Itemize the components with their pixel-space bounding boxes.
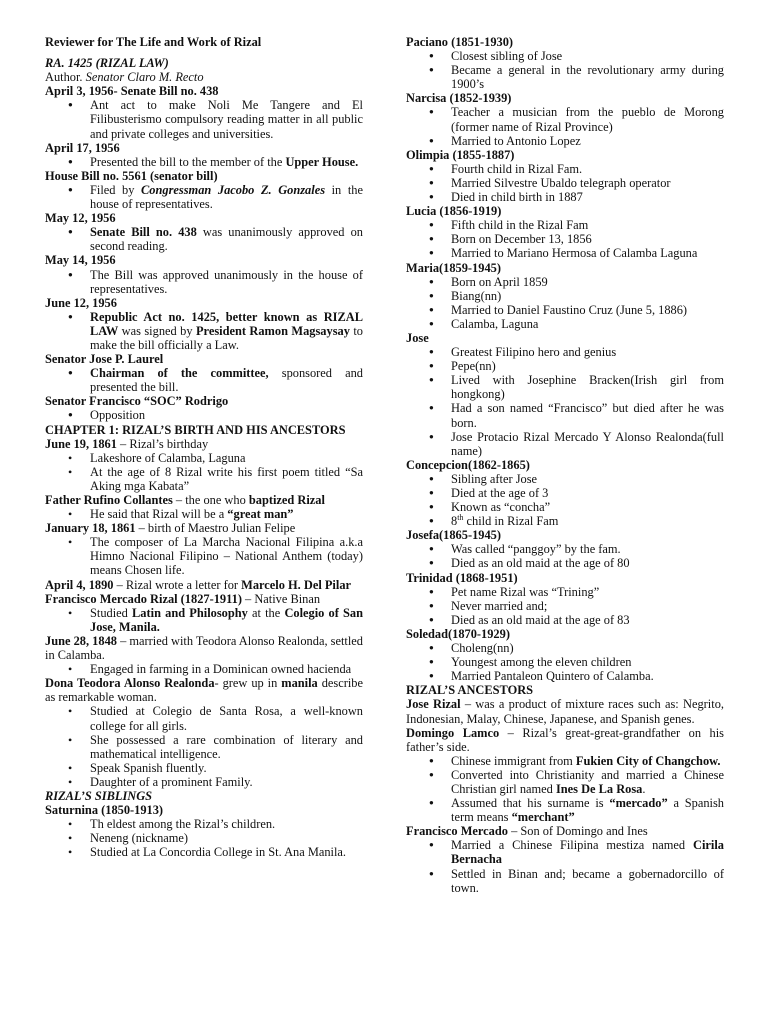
trinidad-list [406,585,724,627]
soledad-list [406,641,724,683]
list-item: ● Married Silvestre Ubaldo telegraph operator [406,176,724,190]
collantes-list [45,507,363,521]
list-item: • At the age of 8 Rizal write his first poem titled “Sa Aking mga Kabata” [45,465,363,493]
left-column [45,35,363,859]
list-item: • Studied Latin and Philosophy at the Colegio of San Jose, Manila. [45,606,363,634]
apr17-list [45,155,363,169]
house-bill-list [45,183,363,211]
jan18-heading: January 18, 1861 – birth of Maestro Julian Felipe [45,521,296,536]
list-item: ● Calamba, Laguna [406,317,724,331]
teodora-heading: Dona Teodora Alonso Realonda- grew up in manila describe as remarkable woman. [45,676,363,705]
lucia-heading: Lucia (1856-1919) [406,204,502,219]
may14-list [45,268,363,296]
list-item: ● Married to Antonio Lopez [406,134,724,148]
jose-list [406,345,724,458]
rodrigo-heading: Senator Francisco “SOC” Rodrigo [45,394,229,409]
jun19-list [45,451,363,493]
list-item: ● Converted into Christianity and married a Chinese Christian girl named Ines De La Rosa. [406,768,724,796]
collantes-heading: Father Rufino Collantes – the one who baptized Rizal [45,493,325,507]
list-item: ● Republic Act no. 1425, better known as RIZAL LAW was signed by President Ramon Magsaysay to make the bill officially a Law. [45,310,363,352]
list-item: • Studied at La Concordia College in St. Ana Manila. [45,845,363,859]
list-item: • Engaged in farming in a Dominican owned hacienda [45,662,363,676]
right-column [406,35,724,895]
list-item: ● The Bill was approved unanimously in the house of representatives. [45,268,363,296]
olimpia-heading: Olimpia (1855-1887) [406,147,515,162]
jun28-list [45,662,363,676]
list-item: ● Died as an old maid at the age of 80 [406,556,724,570]
list-item: • Daughter of a prominent Family. [45,775,363,789]
maria-list [406,275,724,331]
jose-heading: Jose [406,330,429,345]
list-item: ● Jose Protacio Rizal Mercado Y Alonso Realonda(full name) [406,430,724,458]
laurel-heading: Senator Jose P. Laurel [45,352,164,367]
law-author: Author. Senator Claro M. Recto [45,70,204,85]
domingo-lamco-paragraph: Domingo Lamco – Rizal’s great-great-grandfather on his father’s side. [406,725,725,754]
list-item: ● Married to Daniel Faustino Cruz (June 5, 1886) [406,303,724,317]
list-item: ● 8th child in Rizal Fam [406,514,724,528]
francisco-mercado-list [406,838,724,894]
josefa-heading: Josefa(1865-1945) [406,528,501,543]
francisco-mercado-paragraph: Francisco Mercado – Son of Domingo and Ines [406,824,648,839]
list-item: ● Choleng(nn) [406,641,724,655]
list-item: ● Was called “panggoy” by the fam. [406,542,724,556]
apr3-heading: April 3, 1956- Senate Bill no. 438 [45,84,219,99]
narcisa-heading: Narcisa (1852-1939) [406,91,512,106]
list-item: ● Died in child birth in 1887 [406,190,724,204]
list-item: ● Pepe(nn) [406,359,724,373]
paciano-list [406,49,724,91]
olimpia-list [406,162,724,204]
rodrigo-list [45,408,363,422]
francisco-list [45,606,363,634]
jun19-heading: June 19, 1861 – Rizal’s birthday [45,436,209,451]
list-item: ● Chinese immigrant from Fukien City of Changchow. [406,754,724,768]
list-item: ● Filed by Congressman Jacobo Z. Gonzales in the house of representatives. [45,183,363,211]
list-item: ● Fifth child in the Rizal Fam [406,218,724,232]
apr17-heading: April 17, 1956 [45,140,120,155]
list-item: ● Greatest Filipino hero and genius [406,345,724,359]
laurel-list [45,366,363,394]
maria-heading: Maria(1859-1945) [406,260,501,275]
list-item: ● Married Pantaleon Quintero of Calamba. [406,669,724,683]
francisco-heading: Francisco Mercado Rizal (1827-1911) – Native Binan [45,591,321,606]
list-item: ● Died as an old maid at the age of 83 [406,613,724,627]
list-item: • Speak Spanish fluently. [45,761,363,775]
list-item: ● Settled in Binan and; became a gobernadorcillo of town. [406,867,724,895]
list-item: ● Died at the age of 3 [406,486,724,500]
lucia-list [406,218,724,260]
may12-heading: May 12, 1956 [45,211,116,226]
apr4-heading: April 4, 1890 – Rizal wrote a letter for Marcelo H. Del Pilar [45,577,352,592]
list-item: ● Married a Chinese Filipina mestiza named Cirila Bernacha [406,838,724,866]
may12-list [45,225,363,253]
list-item: ● Had a son named “Francisco” but died after he was born. [406,401,724,429]
may14-heading: May 14, 1956 [45,253,116,268]
document-title: Reviewer for The Life and Work of Rizal [45,35,262,49]
ancestors-heading: RIZAL’S ANCESTORS [406,683,534,698]
list-item: ● Presented the bill to the member of the Upper House. [45,155,363,169]
jun12-list [45,310,363,352]
apr3-list [45,98,363,140]
teodora-list [45,704,363,789]
list-item: ● Never married and; [406,599,724,613]
list-item: ● Youngest among the eleven children [406,655,724,669]
list-item: ● Sibling after Jose [406,472,724,486]
paciano-heading: Paciano (1851-1930) [406,35,514,49]
list-item: • Th eldest among the Rizal’s children. [45,817,363,831]
saturnina-heading: Saturnina (1850-1913) [45,803,164,818]
list-item: ● Became a general in the revolutionary army during 1900’s [406,63,724,91]
list-item: ● Ant act to make Noli Me Tangere and El Filibusterismo compulsory reading matter in all public and private colleges and universities. [45,98,363,140]
list-item: ● Closest sibling of Jose [406,49,724,63]
list-item: ● Known as “concha” [406,500,724,514]
list-item: • The composer of La Marcha Nacional Filipina a.k.a Himno Nacional Filipino – National Anthem (today) means Chosen life. [45,535,363,577]
list-item: ● Teacher a musician from the pueblo de Morong (former name of Rizal Province) [406,105,724,133]
list-item: ● Senate Bill no. 438 was unanimously approved on second reading. [45,225,363,253]
jan18-list [45,535,363,577]
list-item: ● Chairman of the committee, sponsored and presented the bill. [45,366,363,394]
house-bill-heading: House Bill no. 5561 (senator bill) [45,168,218,183]
jun28-heading: June 28, 1848 – married with Teodora Alonso Realonda, settled in Calamba. [45,633,363,663]
list-item: ● Fourth child in Rizal Fam. [406,162,724,176]
list-item: ● Pet name Rizal was “Trining” [406,585,724,599]
list-item: ● Lived with Josephine Bracken(Irish girl from hongkong) [406,373,724,401]
list-item: ● Biang(nn) [406,289,724,303]
list-item: ● Married to Mariano Hermosa of Calamba Laguna [406,246,724,260]
saturnina-list [45,817,363,859]
narcisa-list [406,105,724,147]
josefa-list [406,542,724,570]
jun12-heading: June 12, 1956 [45,295,117,310]
list-item: ● Opposition [45,408,363,422]
siblings-heading: RIZAL’S SIBLINGS [45,788,153,803]
law-heading: RA. 1425 (RIZAL LAW) [45,56,169,71]
list-item: • She possessed a rare combination of literary and mathematical intelligence. [45,733,363,761]
list-item: ● Born on April 1859 [406,275,724,289]
list-item: ● Assumed that his surname is “mercado” a Spanish term means “merchant” [406,796,724,824]
list-item: • Lakeshore of Calamba, Laguna [45,451,363,465]
chapter-1-heading: CHAPTER 1: RIZAL’S BIRTH AND HIS ANCESTORS [45,422,346,437]
jose-rizal-paragraph: Jose Rizal – was a product of mixture races such as: Negrito, Indonesian, Malay, Chinese, Japanese, and Spanish genes. [406,697,724,726]
list-item: ● Born on December 13, 1856 [406,232,724,246]
list-item: • He said that Rizal will be a “great man” [45,507,363,521]
concepcion-heading: Concepcion(1862-1865) [406,457,530,472]
list-item: • Neneng (nickname) [45,831,363,845]
trinidad-heading: Trinidad (1868-1951) [406,570,518,585]
list-item: • Studied at Colegio de Santa Rosa, a well-known college for all girls. [45,704,363,732]
domingo-lamco-list [406,754,724,824]
soledad-heading: Soledad(1870-1929) [406,626,510,641]
concepcion-list [406,472,724,528]
